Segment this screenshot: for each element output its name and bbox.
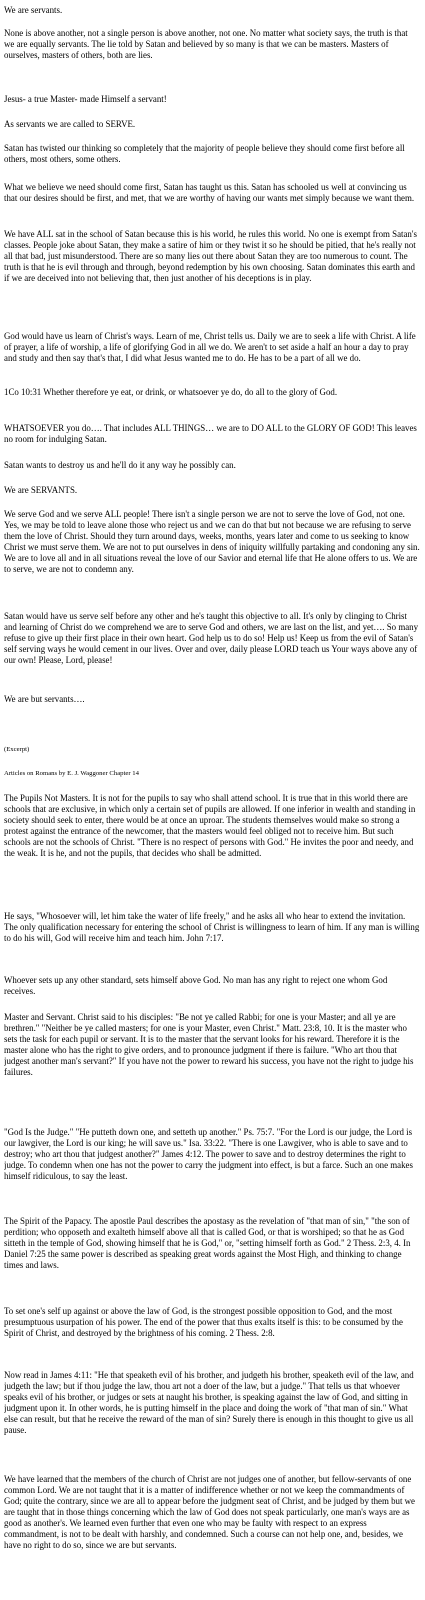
- paragraph: Satan has twisted our thinking so completely that the majority of people believe they should come first before all others, most others, some others.: [4, 143, 405, 165]
- paragraph: Whoever sets up any other standard, sets himself above God. No man has any right to reject one whom God receives.: [4, 975, 388, 997]
- paragraph: Master and Servant. Christ said to his disciples: "Be not ye called Rabbi; for one is your Master; and all ye are brethren." "Neither be ye called masters; for one is your Master, even Christ." Matt. 23:8, 10. It is the master who sets the task for each pupil or servant. It is to the master that the servant looks for his reward. Therefore it is the master alone who has the right to give orders, and to pronounce judgment if there is failure. "Who art thou that judgest another man's servant?" If you have not the power to reward his success, you have not the right to judge his failures.: [4, 1012, 414, 1078]
- paragraph: God would have us learn of Christ's ways. Learn of me, Christ tells us. Daily we are to seek a life with Christ. A life of prayer, a life of worship, a life of glorifying God in all we do. We aren't to set aside a half an hour a day to pray and study and then say that's that, I did what Jesus wanted me to do. He has to be a part of all we do.: [4, 331, 416, 364]
- paragraph: The Spirit of the Papacy. The apostle Paul describes the apostasy as the revelation of "that man of sin," "the son of perdition; who opposeth and exalteth himself above all that is called God, or that is worshiped; so that he as God sitteth in the temple of God, showing himself that he is God," or, "setting himself forth as God." 2 Thess. 2:3, 4. In Daniel 7:25 the same power is described as speaking great words against the Most High, and thinking to change times and laws.: [4, 1216, 411, 1271]
- paragraph: We are servants.: [4, 5, 63, 15]
- paragraph: WHATSOEVER you do…. That includes ALL THINGS… we are to DO ALL to the GLORY OF GOD! This leaves no room for indulging Satan.: [4, 423, 417, 445]
- paragraph: To set one's self up against or above the law of God, is the strongest possible opposition to God, and the most presumptuous usurpation of his power. The end of the power that thus exalts itself is this: to be consumed by the Spirit of Christ, and destroyed by the brightness of his coming. 2 Thess. 2:8.: [4, 1306, 403, 1339]
- paragraph: What we believe we need should come first, Satan has taught us this. Satan has schooled us well at convincing us that our desires should be first, and met, that we are worthy of having our wants met simply because we want them.: [4, 182, 415, 204]
- paragraph: "God Is the Judge." "He putteth down one, and setteth up another." Ps. 75:7. "For the Lord is our judge, the Lord is our lawgiver, the Lord is our king; he will save us." Isa. 33:22. "There is one Lawgiver, who is able to save and to destroy; who art thou that judgest another?" James 4:12. The power to save and to destroy determines the right to judge. To condemn when one has not the power to carry the judgment into effect, is but a farce. Such an one makes himself ridiculous, to say the least.: [4, 1127, 413, 1182]
- source-citation: Articles on Romans by E. J. Waggoner Chapter 14: [4, 770, 139, 777]
- excerpt-label: (Excerpt): [4, 746, 30, 753]
- paragraph: Jesus- a true Master- made Himself a servant!: [4, 94, 167, 104]
- paragraph: None is above another, not a single person is above another, not one. No matter what society says, the truth is that we are equally servants. The lie told by Satan and believed by so many is that we can be masters. Masters of ourselves, masters of others, both are lies.: [4, 28, 408, 61]
- document-page: [4, 0, 420, 1600]
- paragraph: We are but servants….: [4, 694, 85, 704]
- paragraph: We have ALL sat in the school of Satan because this is his world, he rules this world. No one is exempt from Satan's classes. People joke about Satan, they make a satire of him or they twist it so he should be pitied, that he's really not all that bad, just misunderstood. There are so many lies out there about Satan they are too numerous to count. The truth is that he is evil through and through, beyond redemption by his own choosing. Satan dominates this earth and if we are deceived into not believing that, then just another of his deceptions is in play.: [4, 229, 417, 284]
- paragraph: Satan would have us serve self before any other and he's taught this objective to all. It's only by clinging to Christ and learning of Christ do we comprehend we are to serve God and others, we are last on the list, and yet…. So many refuse to give up their first place in their own heart. God help us to do so! Help us! Keep us from the evil of Satan's self serving ways he would cement in our lives. Over and over, daily please LORD teach us Your ways above any of our own! Please, Lord, please!: [4, 611, 419, 666]
- paragraph: We are SERVANTS.: [4, 485, 78, 495]
- paragraph: The Pupils Not Masters. It is not for the pupils to say who shall attend school. It is true that in this world there are schools that are exclusive, in which only a certain set of pupils are allowed. If one inferior in wealth and standing in society should seek to enter, there would be at once an uproar. The students themselves would make so strong a protest against the entrance of the newcomer, that the masters would feel obliged not to receive him. But such schools are not the schools of Christ. "There is no respect of persons with God." He invites the poor and needy, and the weak. It is he, and not the pupils, that decides who shall be admitted.: [4, 793, 416, 859]
- paragraph: We serve God and we serve ALL people! There isn't a single person we are not to serve the love of God, not one. Yes, we may be told to leave alone those who reject us and we can do that but not because we are refusing to serve them the love of Christ. Should they turn around days, weeks, months, years later and come to us seeking to know Christ we must serve them. We are not to put ourselves in dens of iniquity willfully partaking and condoning any sin. We are to love all and in all situations reveal the love of our Savior and eternal life that He alone offers to us. We are to serve, we are not to condemn any.: [4, 509, 420, 575]
- paragraph: We have learned that the members of the church of Christ are not judges one of another, but fellow-servants of one common Lord. We are not taught that it is a matter of indifference whether or not we keep the commandments of God; quite the contrary, since we are all to appear before the judgment seat of Christ, and be judged by them but we are taught that in those things concerning which the law of God does not speak particularly, one man's ways are as good as another's. We learned even further that even one who may be faulty with respect to an express commandment, is not to be dealt with harshly, and condemned. Such a course can not help one, and, besides, we have no right to do so, since we are but servants.: [4, 1474, 415, 1551]
- paragraph: He says, "Whosoever will, let him take the water of life freely," and he asks all who hear to extend the invitation. The only qualification necessary for entering the school of Christ is willingness to learn of him. If any man is willing to do his will, God will receive him and teach him. John 7:17.: [4, 911, 420, 944]
- paragraph: Now read in James 4:11: "He that speaketh evil of his brother, and judgeth his brother, speaketh evil of the law, and judgeth the law; but if thou judge the law, thou art not a doer of the law, but a judge." That tells us that whoever speaks evil of his brother, or judges or sets at naught his brother, is speaking against the law of God, and sitting in judgment upon it. In other words, he is putting himself in the place and doing the work of "that man of sin." What else can result, but that he receive the reward of the man of sin? Surely there is enough in this thought to give us all pause.: [4, 1370, 414, 1436]
- paragraph: As servants we are called to SERVE.: [4, 119, 136, 129]
- paragraph: Satan wants to destroy us and he'll do it any way he possibly can.: [4, 460, 236, 470]
- paragraph: 1Co 10:31 Whether therefore ye eat, or drink, or whatsoever ye do, do all to the glory of God.: [4, 387, 338, 397]
